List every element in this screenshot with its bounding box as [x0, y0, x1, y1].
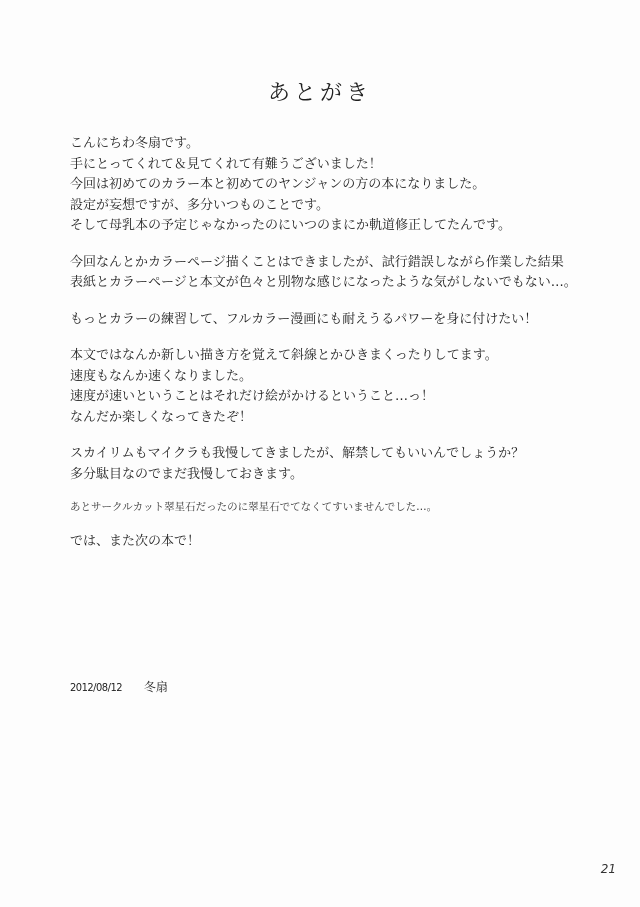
afterword-body — [70, 134, 620, 552]
page-number: 21 — [600, 862, 616, 876]
text-line: 今回は初めてのカラー本と初めてのヤンジャンの方の本になりました。 — [70, 177, 486, 192]
text-line: スカイリムもマイクラも我慢してきましたが、解禁してもいいんでしょうか？ — [70, 446, 525, 461]
signature-date: 2012/08/12 — [70, 681, 123, 694]
text-line: 多分駄目なのでまだ我慢しておきます。 — [70, 466, 303, 482]
paragraph-gap — [70, 237, 620, 253]
text-line: 速度もなんか速くなりました。 — [70, 368, 253, 384]
signature-name: 冬扇 — [143, 680, 168, 694]
text-line: そして母乳本の予定じゃなかったのにいつのまにか軌道修正してたんです。 — [70, 218, 511, 233]
page-title: あとがき — [267, 81, 372, 106]
paragraph-gap — [70, 485, 620, 497]
text-line: 手にとってくれて＆見てくれて有難うございました！ — [70, 156, 382, 172]
text-line: 表紙とカラーページと本文が色々と別物な感じになったような気がしないでもない…。 — [70, 275, 577, 290]
text-line: 本文ではなんか新しい描き方を覚えて斜線とかひきまくったりしてます。 — [70, 348, 498, 363]
text-line: もっとカラーの練習して、フルカラー漫画にも耐えうるパワーを身に付けたい！ — [70, 311, 538, 327]
paragraph-gap — [70, 428, 620, 444]
text-line: こんにちわ冬扇です。 — [70, 136, 199, 151]
text-line: 速度が速いということはそれだけ絵がかけるということ…っ！ — [70, 389, 435, 404]
text-line: なんだか楽しくなってきたぞ！ — [70, 409, 253, 425]
signature — [70, 678, 168, 695]
paragraph-gap — [70, 518, 620, 532]
paragraph-gap — [70, 330, 620, 346]
text-line: 今回なんとかカラーページ描くことはできましたが、試行錯誤しながら作業した結果 — [70, 254, 564, 270]
text-line: 設定が妄想ですが、多分いつものことです。 — [70, 197, 329, 213]
closing-line: では、また次の本で！ — [70, 533, 201, 549]
small-note: あとサークルカット翠星石だったのに翠星石でてなくてすいませんでした…。 — [70, 501, 438, 513]
paragraph-gap — [70, 294, 620, 310]
